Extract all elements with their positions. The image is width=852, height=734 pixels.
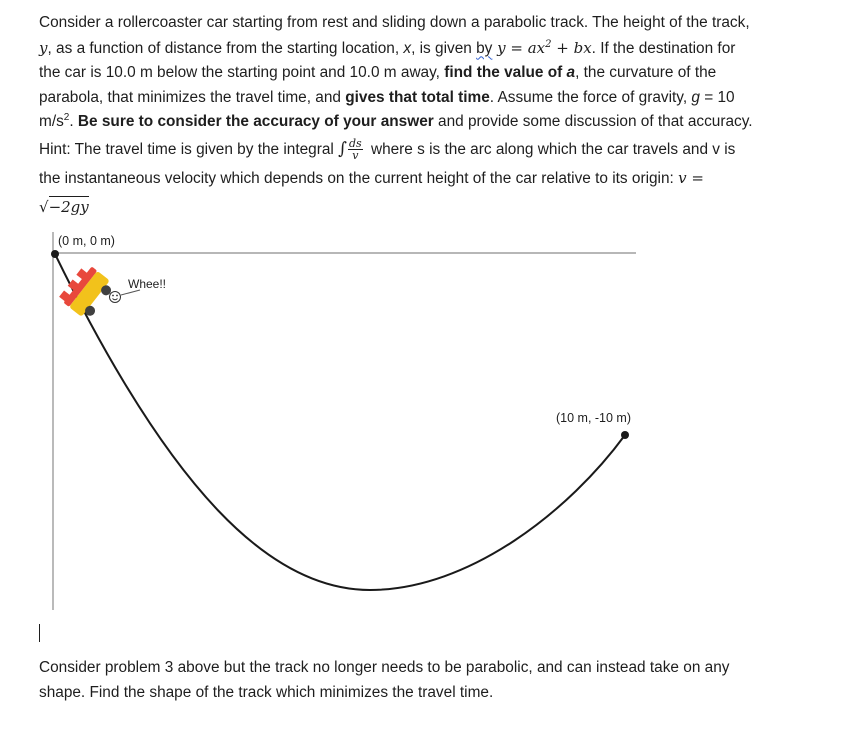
p4-line-2: shape. Find the shape of the track which minimizes the travel time. — [39, 683, 494, 701]
end-coordinate-label: (10 m, -10 m) — [556, 411, 632, 425]
fraction-ds-v: $\frac{ds}{v}$ — [348, 137, 362, 163]
unit-text: m/s — [39, 113, 64, 131]
track-curve — [55, 254, 625, 590]
p3-text-6: , the curvature of the — [575, 64, 717, 82]
var-y: y — [39, 38, 48, 57]
var-v: v — [678, 169, 687, 187]
p3-text-11: and provide some discussion of that accuracy. — [433, 113, 753, 131]
p4-line-1: Consider problem 3 above but the track no longer needs to be parabolic, and can instead take on any — [39, 659, 730, 676]
start-point — [51, 250, 59, 258]
p3-text-4: . If the destination for — [591, 39, 736, 57]
equation-parabola: $y = ax^2$ + bx — [492, 38, 592, 57]
hint-text-2: where s is the arc along which the car travels and v is — [366, 141, 736, 158]
hint-text-1: Hint: The travel time is given by the integral — [39, 141, 339, 158]
start-coordinate-label: (0 m, 0 m) — [58, 234, 115, 248]
p3-text-2: , as a function of distance from the starting location, — [47, 39, 404, 57]
problem-4-text — [39, 656, 819, 705]
unit-exponent: 2 — [63, 112, 70, 124]
car-icon — [58, 262, 116, 322]
p3-text-5: the car is 10.0 m below the starting point and 10.0 m away, — [39, 64, 445, 82]
p3-sentence-1: Consider a rollercoaster car starting from rest and sliding down a parabolic track. The height of the track, — [39, 14, 750, 31]
p3-text-8: . Assume the force of gravity, — [489, 88, 692, 106]
end-point — [621, 431, 629, 439]
var-x: x — [403, 39, 412, 57]
p3-text-9: = 10 — [699, 88, 735, 106]
integral-sign: ∫ — [338, 139, 347, 159]
spellcheck-word[interactable]: by — [476, 39, 493, 57]
var-g: g — [691, 88, 700, 106]
hint-text-3: the instantaneous velocity which depends on the current height of the car relative to its origin: — [39, 170, 679, 187]
sqrt-expression: √−2gy — [39, 198, 89, 216]
bold-total-time: gives that total time — [345, 88, 490, 106]
p3-text-3: , is given — [411, 39, 477, 57]
bold-find-a: find the value of a — [444, 64, 576, 82]
bold-accuracy: Be sure to consider the accuracy of your answer — [77, 113, 434, 131]
p3-text-10: . — [69, 113, 78, 131]
speech-text: Whee!! — [128, 277, 167, 291]
smiley-face-icon — [110, 292, 121, 303]
text-cursor — [39, 624, 40, 642]
p3-text-7: parabola, that minimizes the travel time, and — [39, 88, 346, 106]
equals-sign: = — [686, 169, 704, 187]
